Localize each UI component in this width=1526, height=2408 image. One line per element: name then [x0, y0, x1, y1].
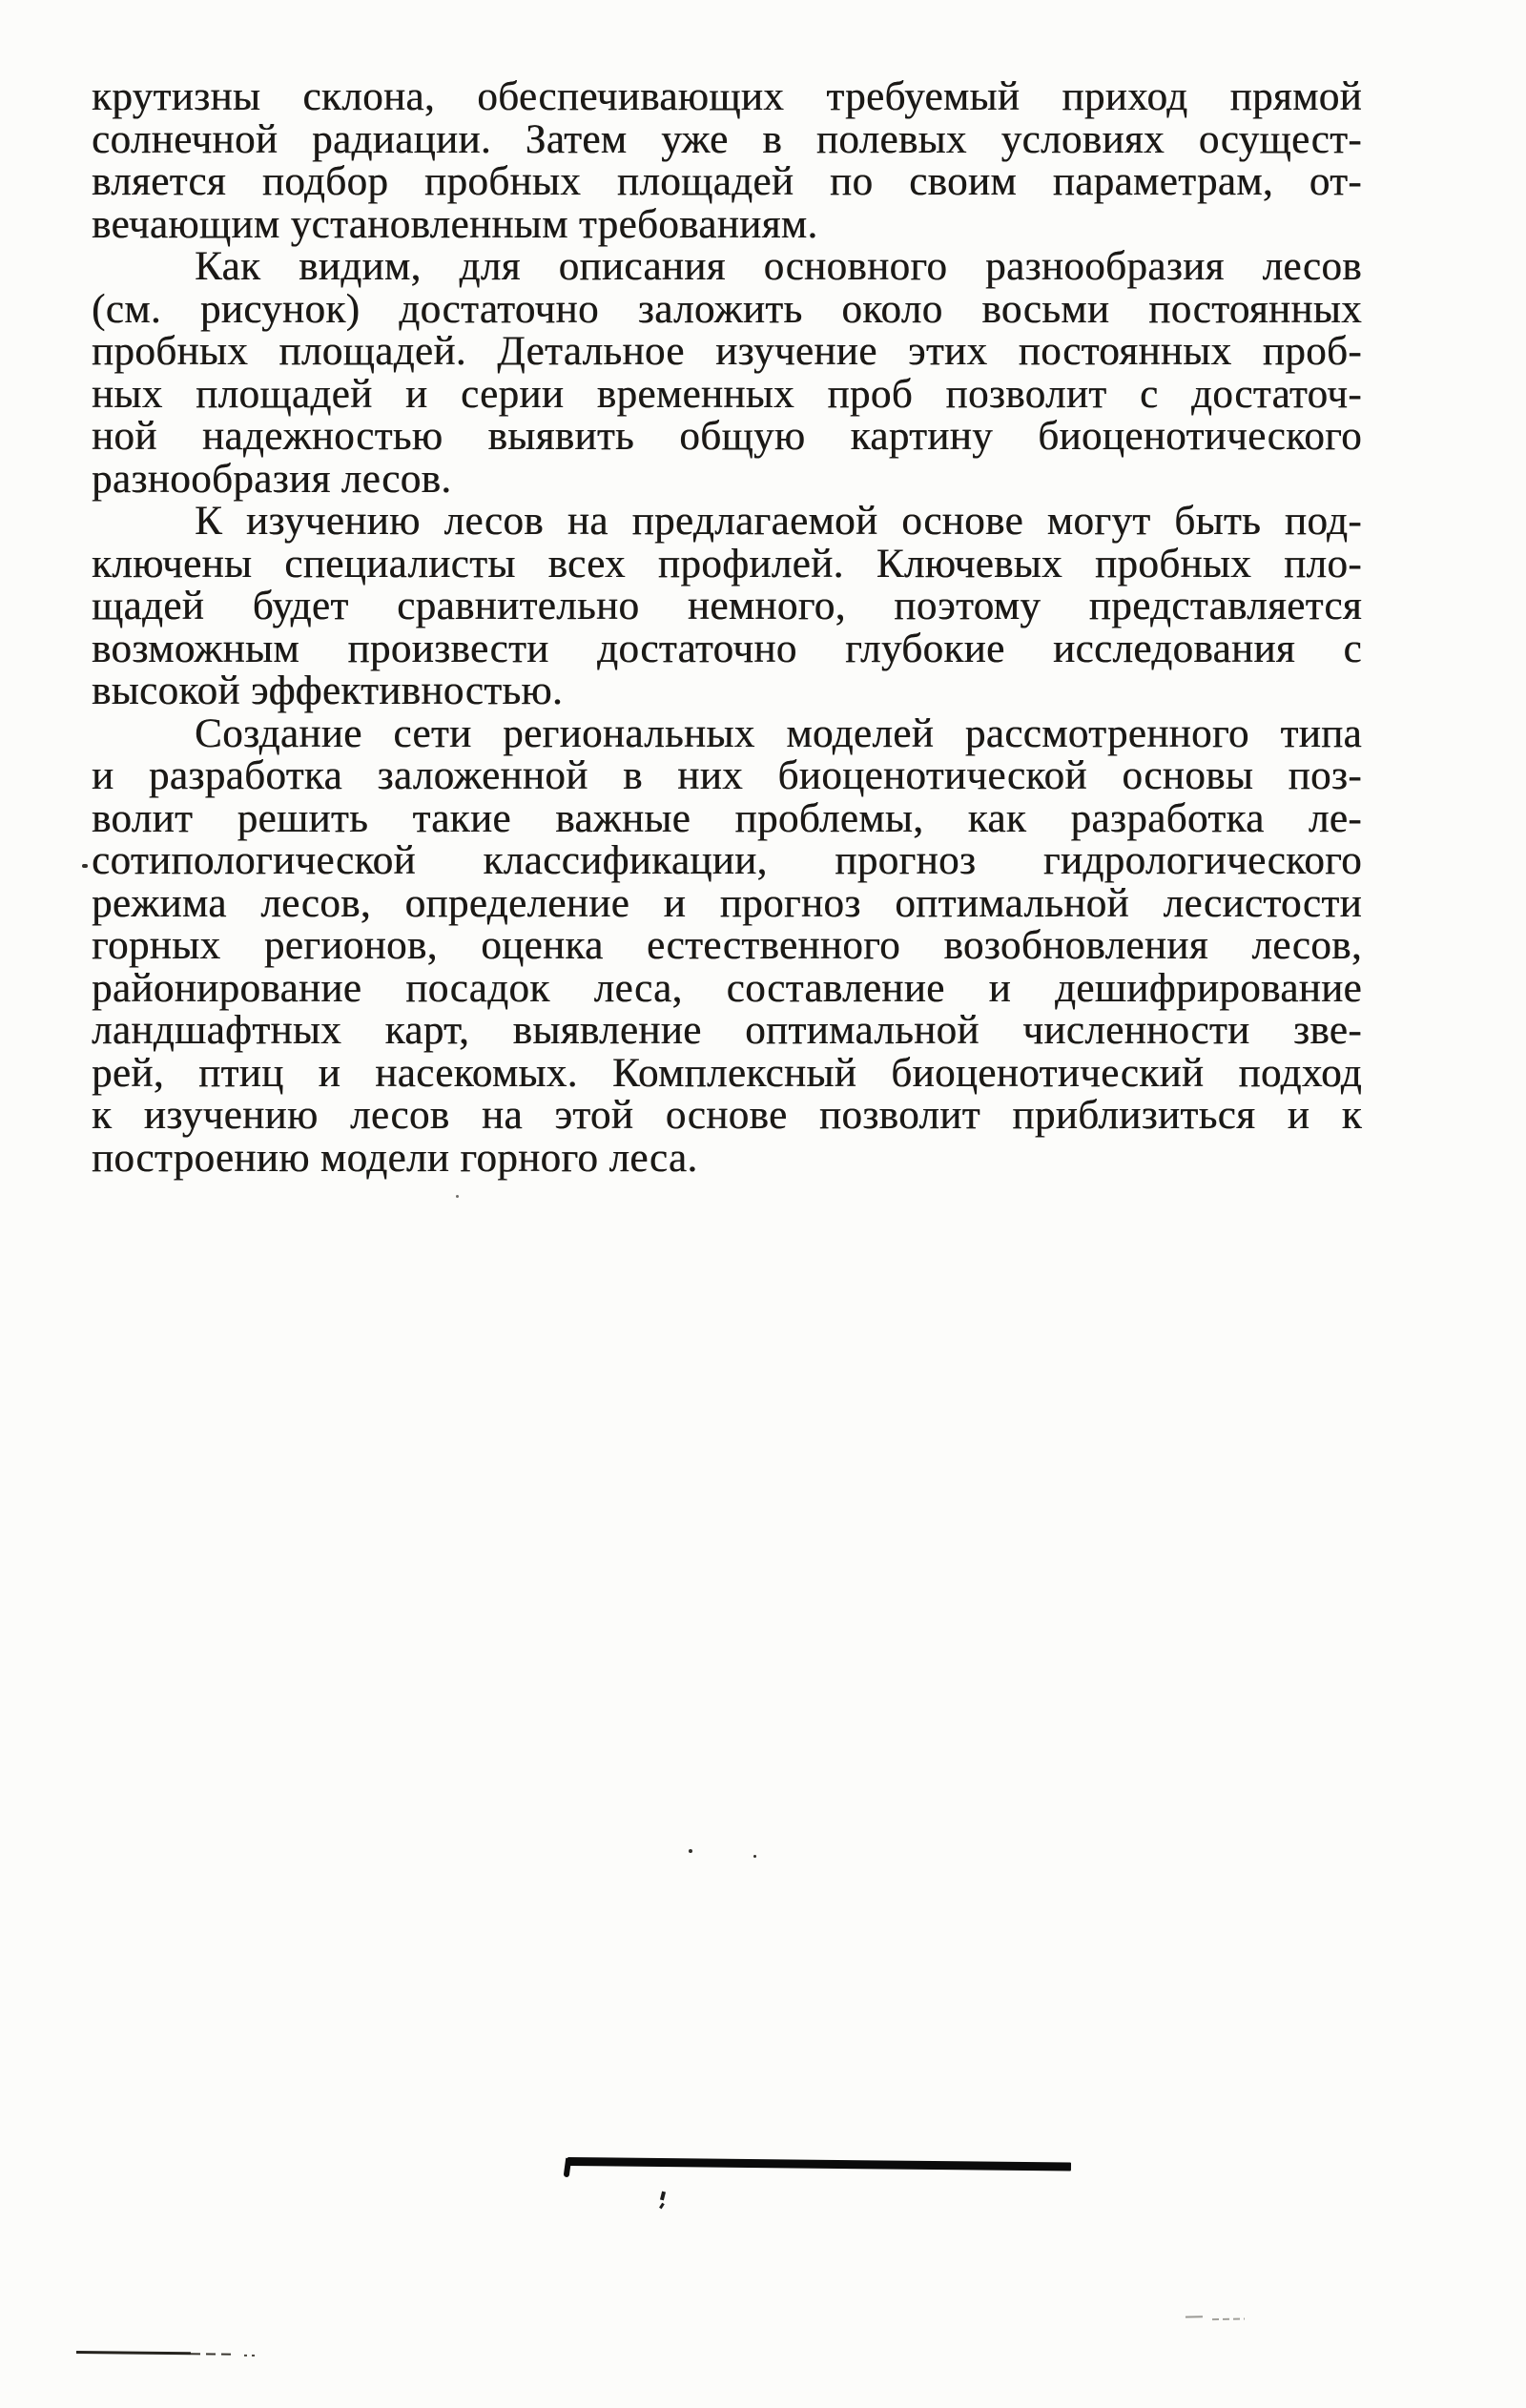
- text-line: районирование посадок леса, составление и дешифрирование: [92, 965, 1362, 1011]
- text-line: к изучению лесов на этой основе позволит приблизиться и к: [92, 1093, 1362, 1138]
- text-line: рей, птиц и насекомых. Комплексный биоценотический подход: [92, 1050, 1362, 1096]
- scan-speck: [456, 1195, 459, 1198]
- page-text: [92, 76, 1362, 1180]
- scan-speck: [689, 1849, 692, 1853]
- text-line: разнообразия лесов.: [92, 456, 452, 502]
- text-line: ключены специалисты всех профилей. Ключевых пробных пло-: [92, 541, 1362, 587]
- text-line: ной надежностью выявить общую картину биоценотического: [92, 414, 1362, 459]
- text-line: режима лесов, определение и прогноз оптимальной лесистости: [92, 880, 1362, 926]
- scan-speck: [753, 1855, 756, 1858]
- text-line: и разработка заложенной в них биоценотической основы поз-: [92, 753, 1362, 798]
- text-line: ных площадей и серии временных проб позволит с достаточ-: [92, 371, 1362, 417]
- text-line: щадей будет сравнительно немного, поэтому представляется: [92, 584, 1362, 628]
- bottom-right-faint-marks: [1186, 2315, 1252, 2323]
- stray-comma-mark: [660, 2192, 666, 2201]
- ink-separator-bar: [567, 2157, 1071, 2171]
- text-line: высокой эффективностью.: [92, 669, 564, 713]
- text-line: вляется подбор пробных площадей по своим параметрам, от-: [92, 159, 1362, 204]
- text-line: ландшафтных карт, выявление оптимальной численности зве-: [92, 1008, 1362, 1053]
- bottom-left-rule: [76, 2351, 191, 2355]
- scan-speck: [82, 864, 88, 868]
- text-line: крутизны склона, обеспечивающих требуемый приход прямой: [92, 74, 1362, 119]
- text-line: построению модели горного леса.: [92, 1135, 698, 1181]
- text-line: сотипологической классификации, прогноз гидрологического: [92, 838, 1362, 883]
- text-line: (см. рисунок) достаточно заложить около восьми постоянных: [92, 286, 1362, 332]
- text-line: К изучению лесов на предлагаемой основе могут быть под-: [195, 499, 1362, 544]
- text-line: Как видим, для описания основного разнообразия лесов: [195, 244, 1362, 289]
- text-line: волит решить такие важные проблемы, как разработка ле-: [92, 795, 1362, 841]
- text-line: горных регионов, оценка естественного возобновления лесов,: [92, 923, 1362, 968]
- text-line: Создание сети региональных моделей рассмотренного типа: [195, 710, 1362, 756]
- text-line: вечающим установленным требованиям.: [92, 201, 818, 247]
- text-line: солнечной радиации. Затем уже в полевых условиях осущест-: [92, 116, 1362, 162]
- text-line: пробных площадей. Детальное изучение этих постоянных проб-: [92, 329, 1362, 374]
- text-line: возможным произвести достаточно глубокие исследования с: [92, 626, 1362, 671]
